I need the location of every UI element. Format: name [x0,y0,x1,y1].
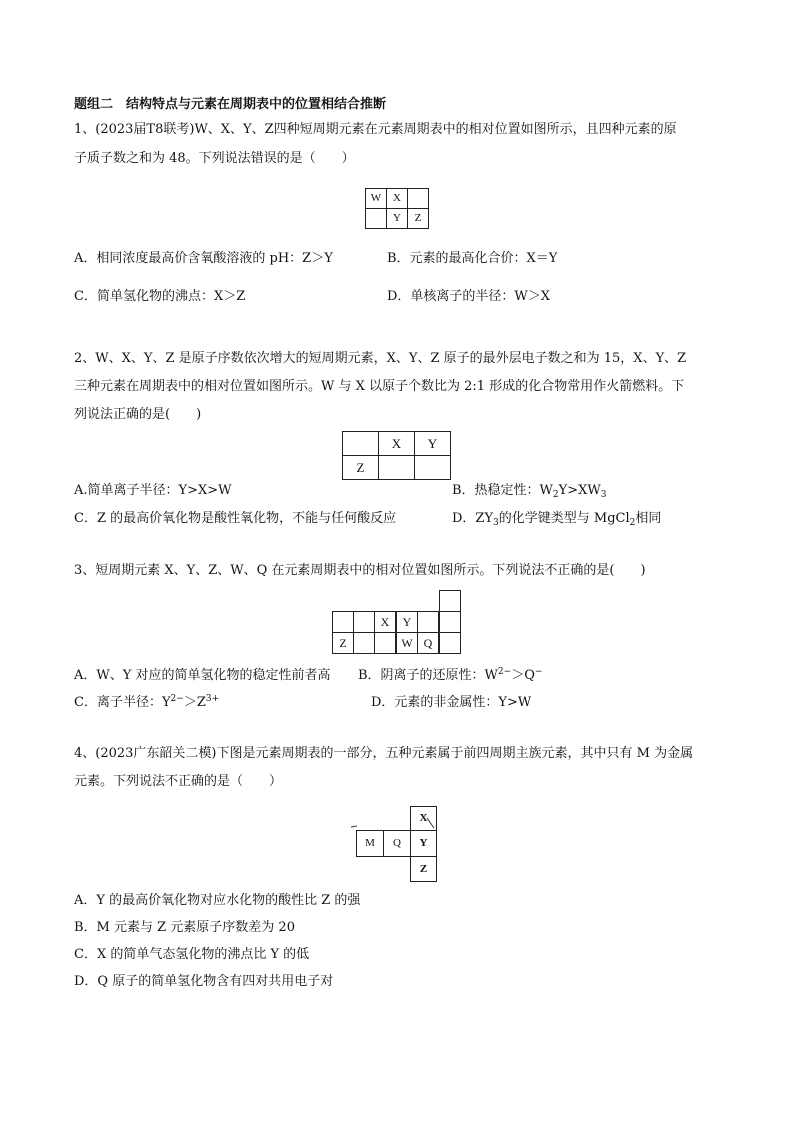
q3-cell-empty [439,590,461,612]
q1-option-a: A．相同浓度最高价含氧酸溶液的 pH：Z＞Y [74,251,333,266]
q2-option-b: B．热稳定性：$W_2Y>XW_3$ [452,483,607,500]
q1-option-b: B．元素的最高化合价：X＝Y [387,251,558,266]
q1-cell-x: X [386,188,408,209]
q3-cell-empty [353,632,375,654]
q4-cell-y: Y [410,830,437,857]
q4-option-c: C．X 的简单气态氢化物的沸点比 Y 的低 [74,947,310,962]
q1-cell-z: Z [407,208,429,229]
q1-cell-empty [365,208,387,229]
q4-cell-q: Q [383,830,411,857]
q3-cell-empty [332,611,354,633]
q1-cell-w: W [365,188,387,209]
q2-cell-empty [378,455,415,480]
q3-option-c: C．离子半径：$Y^{2-}>Z^{3+}$ [74,694,220,710]
q4-stem-line2: 元素。下列说法不正确的是（ ） [74,774,283,789]
q1-cell-empty [407,188,429,209]
q3-stem-line1: 3、短周期元素 X、Y、Z、W、Q 在元素周期表中的相对位置如图所示。下列说法不正确的是( ) [74,563,646,578]
q4-option-a: A．Y 的最高价氧化物对应水化物的酸性比 Z 的强 [74,893,361,908]
q3-cell-empty [353,611,375,633]
q3-cell-y: Y [396,611,418,633]
q3-cell-empty [439,632,461,654]
q2-option-d: D．$ZY_3$的化学键类型与 MgCl$_2$相同 [452,511,662,528]
q2-cell-z: Z [342,455,379,480]
q3-cell-empty [439,611,461,633]
q2-stem-line1: 2、W、X、Y、Z 是原子序数依次增大的短周期元素，X、Y、Z 原子的最外层电子数之和为 15，X、Y、Z [74,351,687,366]
q1-option-c: C．简单氢化物的沸点：X＞Z [74,289,246,304]
q2-option-c: C．Z 的最高价氧化物是酸性氧化物，不能与任何酸反应 [74,511,397,526]
q2-option-a: A.简单离子半径：Y>X>W [74,483,232,498]
q2-cell-empty [342,431,379,456]
q4-cell-z: Z [410,856,437,882]
q4-option-d: D．Q 原子的简单氢化物含有四对共用电子对 [74,974,334,989]
q1-stem-line1: 1、(2023届T8联考)W、X、Y、Z四种短周期元素在元素周期表中的相对位置如图所示，且四种元素的原 [74,122,677,137]
q1-option-d: D．单核离子的半径：W＞X [387,289,551,304]
q1-stem-line2: 子质子数之和为 48。下列说法错误的是（ ） [74,151,355,166]
q3-cell-empty [417,611,439,633]
q4-edge-mark [351,826,357,827]
q2-cell-x: X [378,431,415,456]
q4-cell-x: X [410,806,437,831]
q3-cell-q: Q [417,632,439,654]
q1-cell-y: Y [386,208,408,229]
q2-stem-line2: 三种元素在周期表中的相对位置如图所示。W 与 X 以原子个数比为 2:1 形成的化合物常用作火箭燃料。下 [74,379,685,394]
q4-cell-m: M [356,830,384,857]
q2-cell-empty [414,455,451,480]
q3-option-a: A．W、Y 对应的简单氢化物的稳定性前者高 [74,668,331,683]
q3-cell-x: X [374,611,396,633]
q2-stem-line3: 列说法正确的是( ) [74,407,202,422]
q3-cell-empty [374,632,396,654]
q4-option-b: B．M 元素与 Z 元素原子序数差为 20 [74,920,295,935]
q4-stem-line1: 4、(2023广东韶关二模)下图是元素周期表的一部分，五种元素属于前四周期主族元素，其中只有 M 为金属 [74,746,694,761]
q2-cell-y: Y [414,431,451,456]
q3-option-b: B．阴离子的还原性：$W^{2-}>Q^-$ [358,667,543,683]
section-title: 题组二 结构特点与元素在周期表中的位置相结合推断 [74,97,387,112]
q3-cell-z: Z [332,632,354,654]
q3-cell-w: W [396,632,418,654]
q3-option-d: D．元素的非金属性：Y>W [371,695,532,710]
